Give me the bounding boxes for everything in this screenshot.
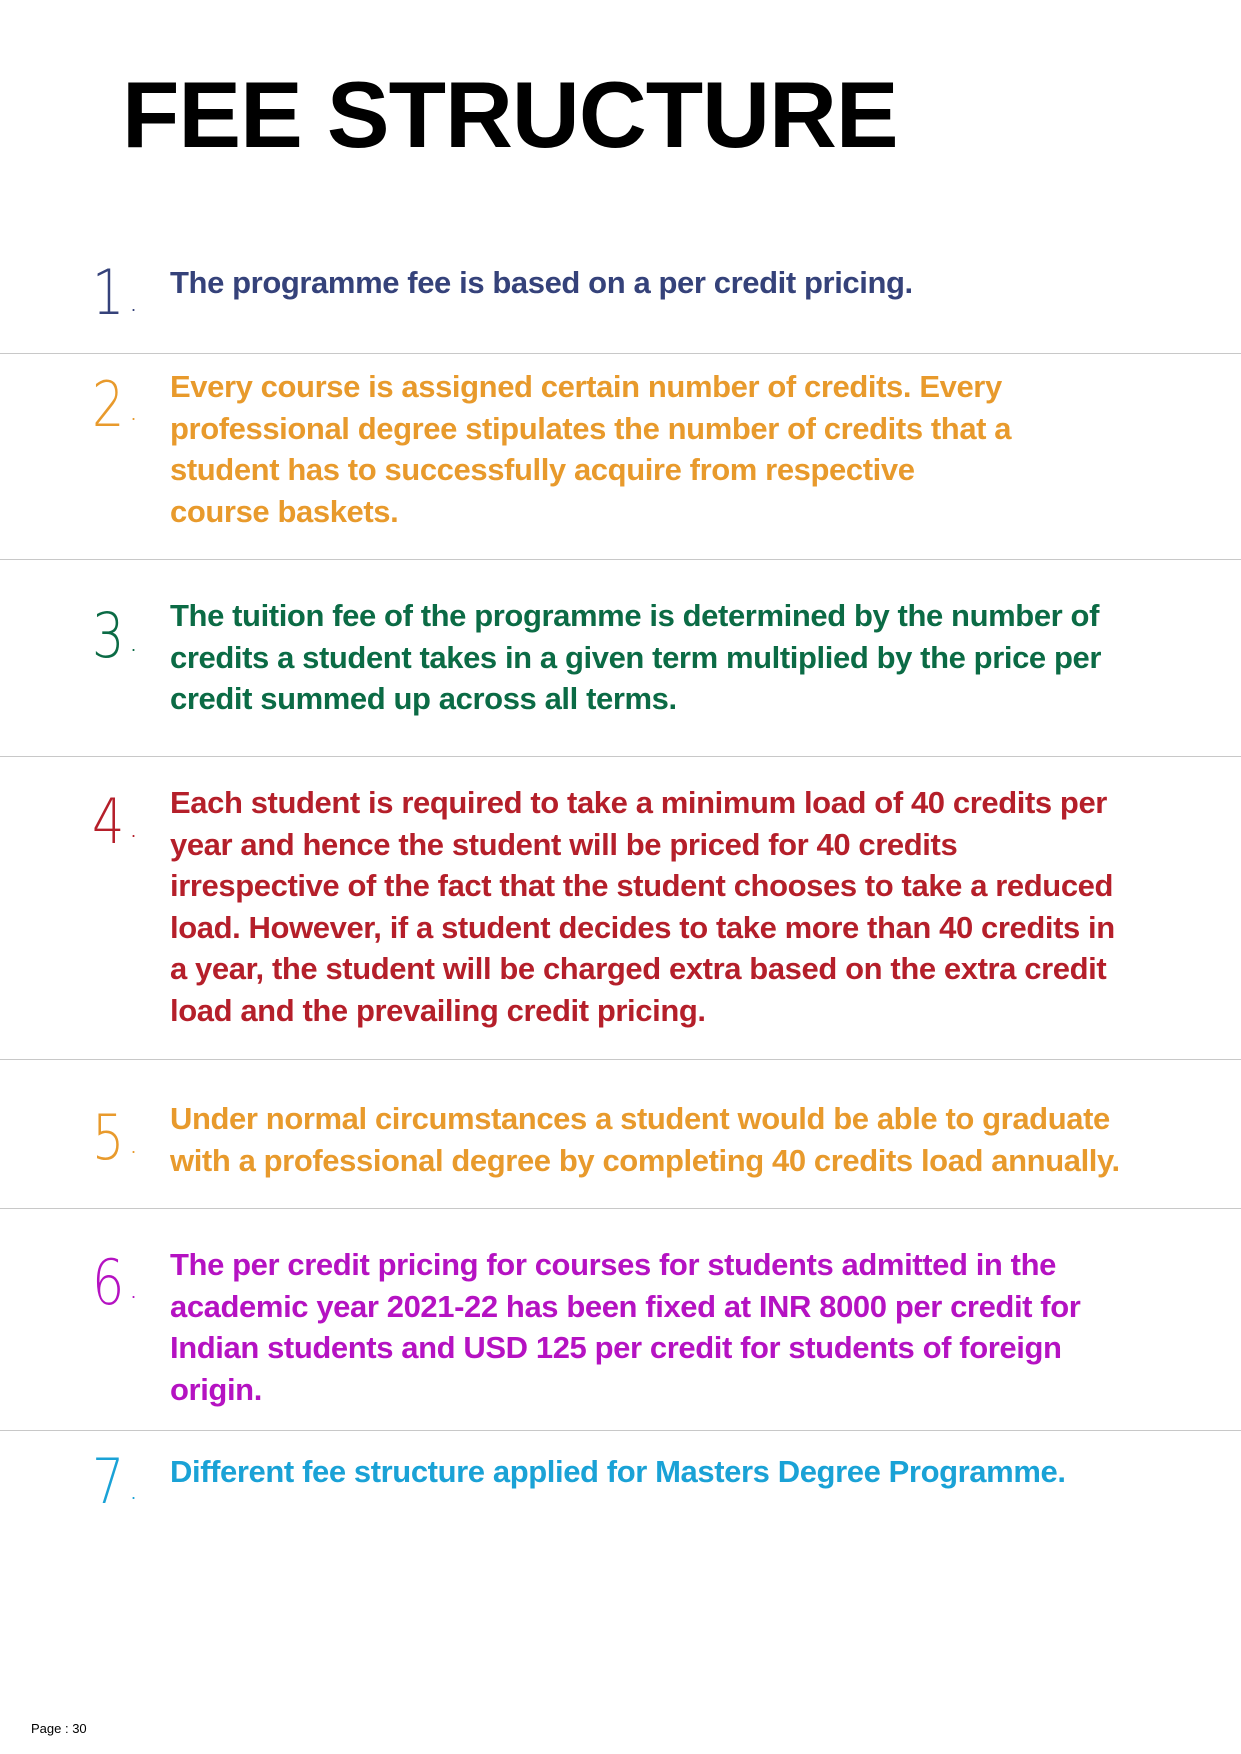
item-text: Each student is required to take a minimum load of 40 credits per year and hence the student will be priced for 40 credits irrespective of the fact that the student chooses to take a reduced load. However, if a student decides to take more than 40 credits in a year, the student will be charged extra based on the extra credit load and the prevailing credit pricing. <box>170 785 1115 1028</box>
divider <box>0 1059 1241 1060</box>
page-number: Page : 30 <box>31 1721 87 1736</box>
divider <box>0 559 1241 560</box>
item-text: Under normal circumstances a student would be able to graduate with a professional degree by completing 40 credits load annually. <box>170 1101 1120 1178</box>
item-number: 7 <box>92 1445 125 1518</box>
item-number-dot: . <box>131 1483 137 1503</box>
page-title: FEE STRUCTURE <box>122 62 898 167</box>
item-number-dot: . <box>131 1137 137 1157</box>
item-number: 2 <box>92 368 125 441</box>
divider <box>0 353 1241 354</box>
item-number: 5 <box>92 1101 125 1174</box>
item-number: 4 <box>92 785 125 858</box>
item-number-dot: . <box>131 295 137 315</box>
item-number: 6 <box>92 1246 125 1319</box>
divider <box>0 1208 1241 1209</box>
item-text: The programme fee is based on a per credit pricing. <box>170 265 913 300</box>
item-number-dot: . <box>131 821 137 841</box>
divider <box>0 756 1241 757</box>
divider <box>0 1430 1241 1431</box>
item-text: The tuition fee of the programme is determined by the number of credits a student takes in a given term multiplied by the price per credit summed up across all terms. <box>170 598 1102 716</box>
item-number-dot: . <box>131 404 137 424</box>
item-text: Different fee structure applied for Masters Degree Programme. <box>170 1454 1066 1489</box>
item-number: 3 <box>92 599 125 672</box>
item-text: Every course is assigned certain number of credits. Every professional degree stipulates the number of credits that a student has to successfully acquire from respective course baskets. <box>170 369 1012 529</box>
item-number-dot: . <box>131 1282 137 1302</box>
item-number-dot: . <box>131 635 137 655</box>
item-number: 1 <box>92 256 125 329</box>
item-text: The per credit pricing for courses for students admitted in the academic year 2021-22 has been fixed at INR 8000 per credit for Indian students and USD 125 per credit for students of foreign origin. <box>170 1247 1081 1407</box>
